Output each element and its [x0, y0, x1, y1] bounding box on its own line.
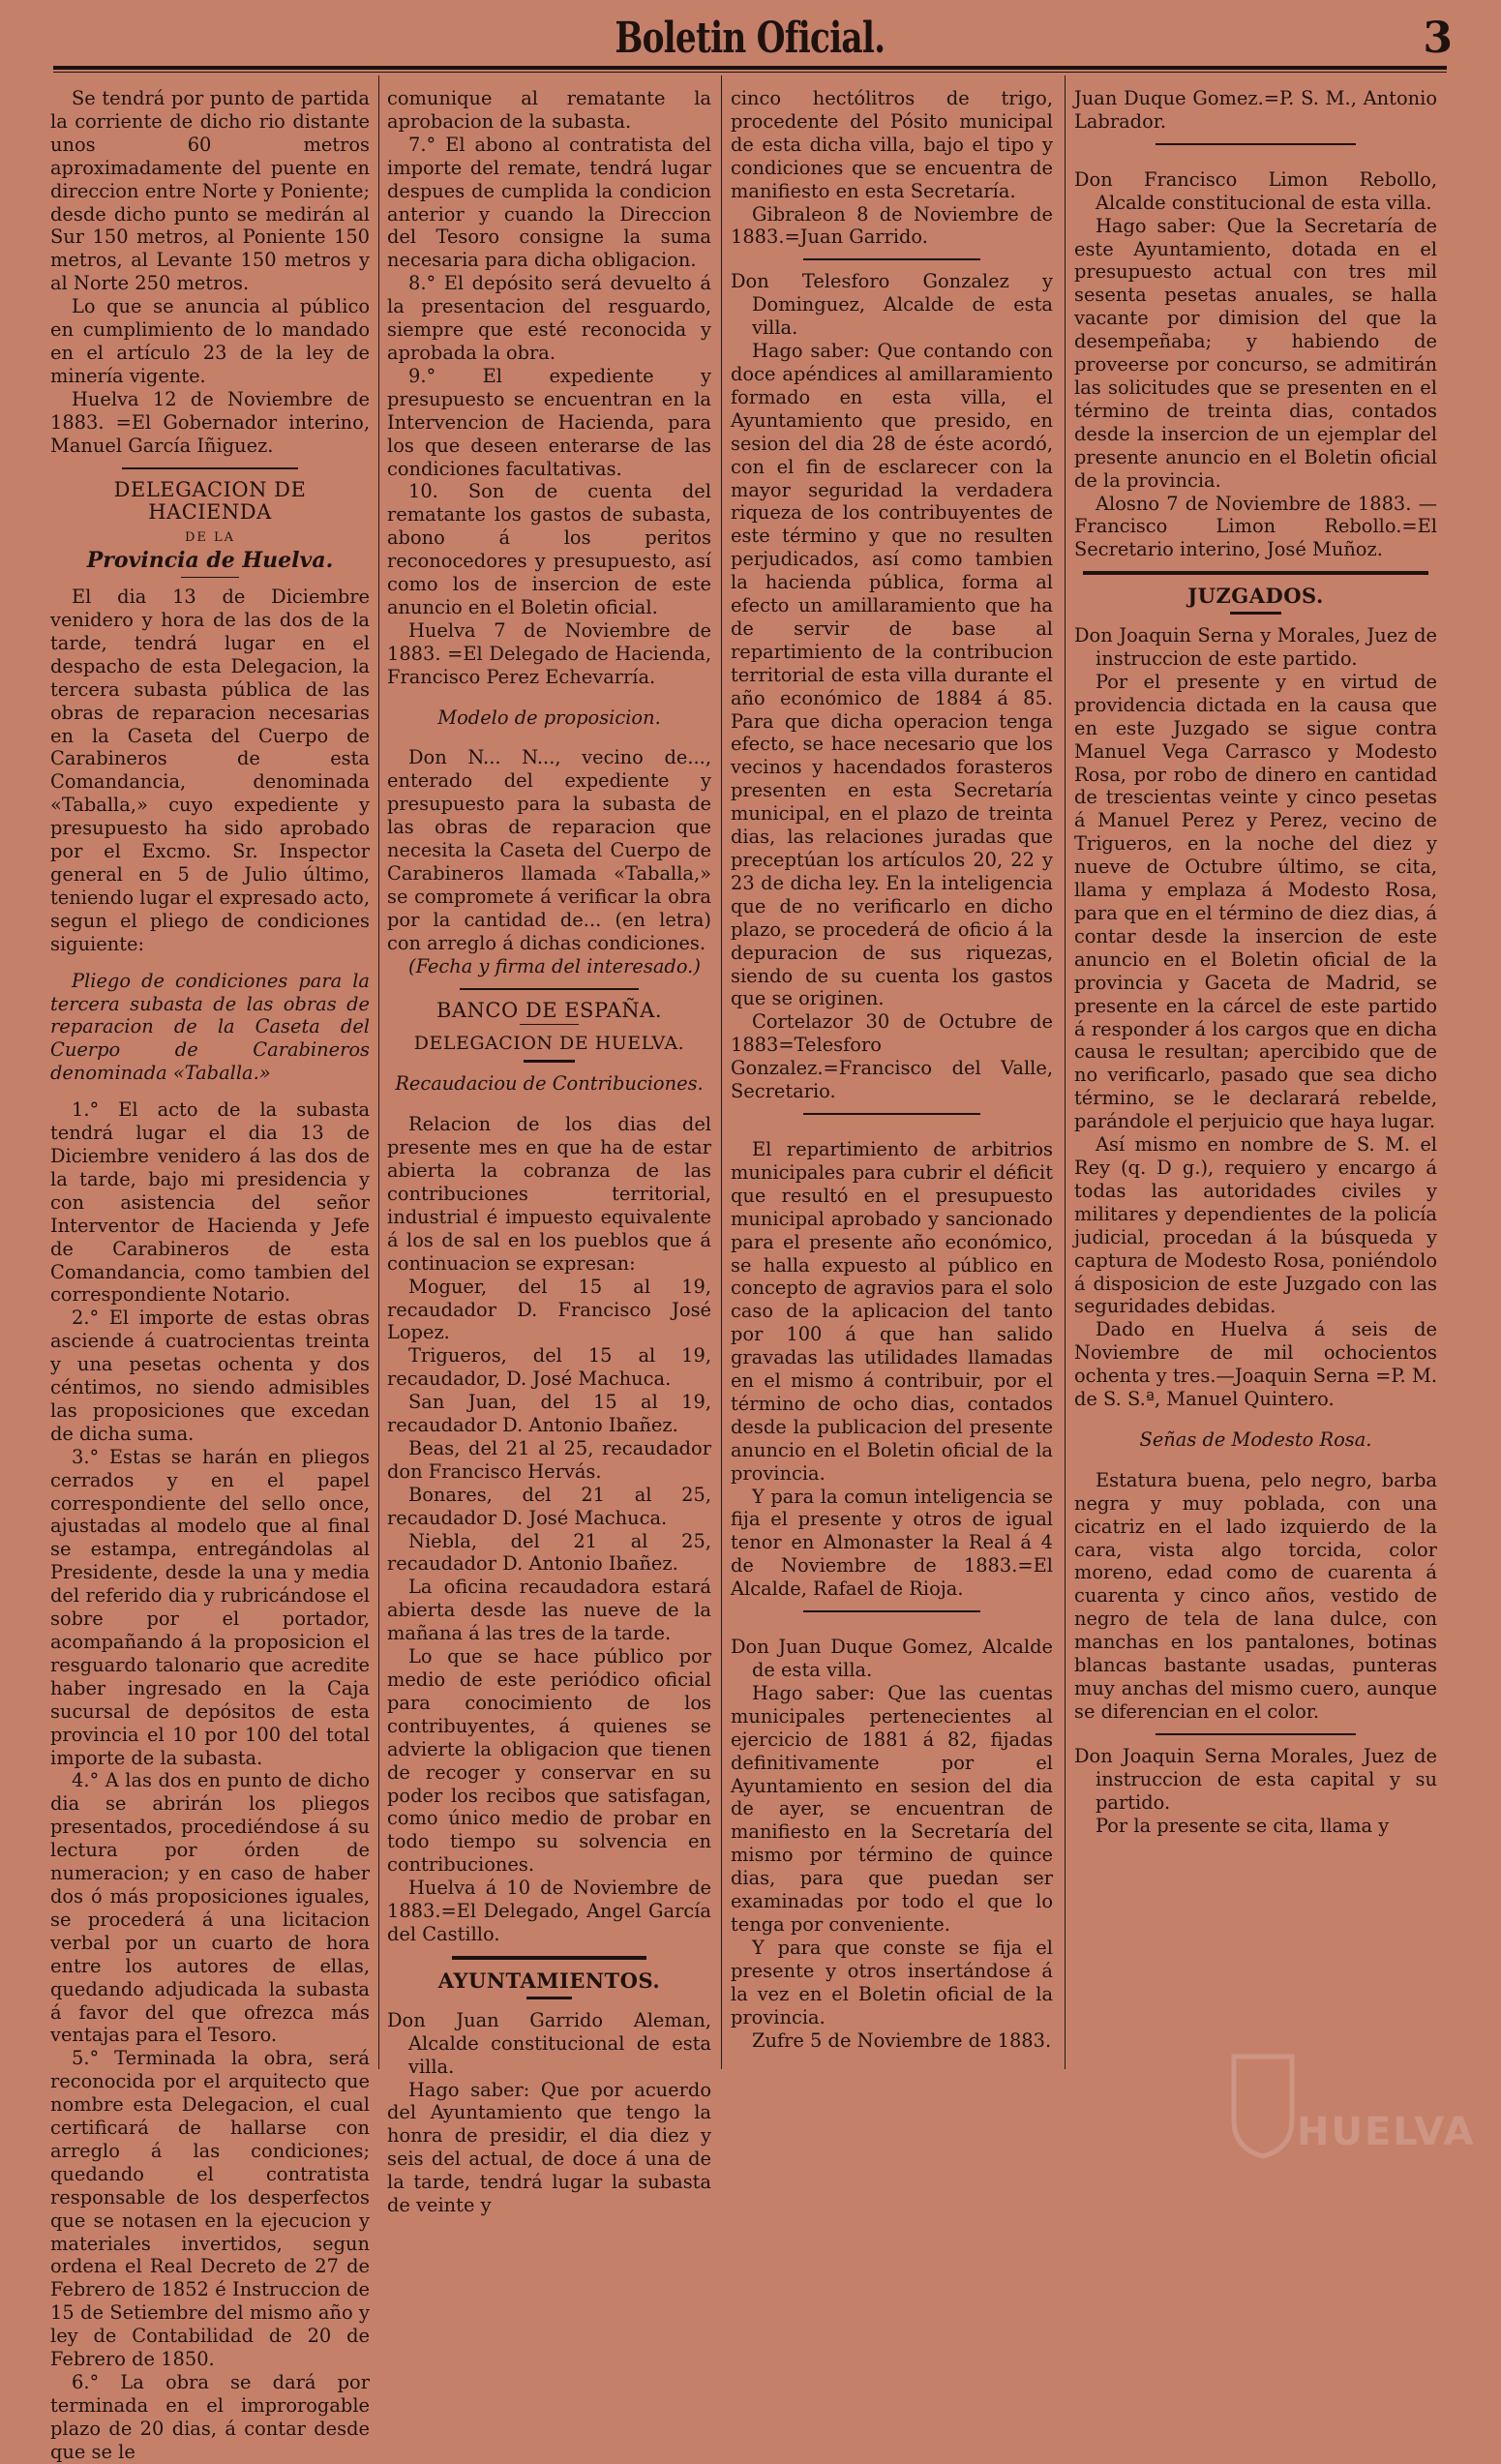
paragraph: cinco hectólitros de trigo, procedente del Pósito municipal de esta dicha villa, bajo el tipo y condiciones que se encuentra de manifiesto en esta Secretaría.: [731, 87, 1053, 202]
list-item: San Juan, del 15 al 19, recaudador D. Antonio Ibañez.: [387, 1391, 711, 1437]
paragraph: Se tendrá por punto de partida la corriente de dicho rio distante unos 60 metros aproximadamente del puente en direccion entre Norte y Poniente; desde dicho punto se medirán al Sur 150 metros, al Poniente 150 metros, al Levante 150 metros y al Norte 250 metros.: [50, 87, 370, 295]
list-item: Niebla, del 21 al 25, recaudador D. Antonio Ibañez.: [387, 1529, 711, 1576]
paragraph: Por el presente y en virtud de providencia dictada en la causa que en este Juzgado se sigue contra Manuel Vega Carrasco y Modesto Rosa, por robo de dinero en cantidad de trescientas veinte y cinco pesetas á Manuel Perez y Perez, vecino de Trigueros, en la noche del diez y nueve de Octubre último, se cita, llama y emplaza á Modesto Rosa, para que en el término de diez dias, á contar desde la insercion de este anuncio en el Boletin oficial de la provincia y Gaceta de Madrid, se presente en la cárcel de este partido á responder á los cargos que en dicha causa le resultan; apercibido que de no verificarlo, pasado que sea dicho término, se le declarará rebelde, parándole el perjuicio que haya lugar.: [1074, 670, 1437, 1133]
paragraph: Hago saber: Que la Secretaría de este Ayuntamiento, dotada en el presupuesto actual con tres mil sesenta pesetas anuales, se halla vacante por dimision del que la desempeñaba; y habiendo de proveerse por concurso, se admitirán las solicitudes que se presenten en el término de treinta dias, contados desde la insercion de un ejemplar del presente anuncio en el Boletin oficial de la provincia.: [1074, 214, 1437, 492]
section-province: Provincia de Huelva.: [86, 548, 334, 574]
notice-heading: Don Juan Duque Gomez, Alcalde de esta villa.: [731, 1636, 1053, 1681]
signature: Huelva 12 de Noviembre de 1883. =El Gobernador interino, Manuel García Iñiguez.: [50, 387, 370, 457]
header-rule: [53, 66, 1447, 70]
fecha-line: (Fecha y firma del interesado.): [408, 954, 701, 977]
notice-heading: Don Juan Garrido Aleman, Alcalde constitucional de esta villa.: [387, 2008, 711, 2078]
condition-10: 10. Son de cuenta del rematante los gastos de subasta, abono á los peritos reconocedores y presupuesto, así como los de insercion de este anuncio en el Boletin oficial.: [387, 480, 711, 618]
column-3: [731, 87, 1053, 2071]
paragraph: Lo que se hace público por medio de este periódico oficial para conocimiento de los contribuyentes, á quienes se advierte la obligacion que tienen de recoger y conservar en su poder los recibos que satisfagan, como único medio de probar en todo tiempo su solvencia en contribuciones.: [387, 1645, 711, 1877]
paragraph: Relacion de los dias del presente mes en que ha de estar abierta la cobranza de las contribuciones territorial, industrial é impuesto equivalente á los de sal en los pueblos que á continuacion se expresan:: [387, 1113, 711, 1275]
signature: Dado en Huelva á seis de Noviembre de mil ochocientos ochenta y tres.—Joaquin Serna =P. M. de S. S.ª, Manuel Quintero.: [1074, 1318, 1437, 1411]
list-item: Bonares, del 21 al 25, recaudador D. José Machuca.: [387, 1483, 711, 1529]
archive-watermark: [1229, 2052, 1476, 2168]
senas-heading: Señas de Modesto Rosa.: [1139, 1427, 1372, 1451]
paragraph: Don N... N..., vecino de..., enterado del expediente y presupuesto para la subasta de las obras de reparacion que necesita la Caseta del Cuerpo de Carabineros llamada «Taballa,» se compromete á verificar la obra por la cantidad de... (en letra) con arreglo á dichas condiciones.: [387, 746, 711, 954]
signature: Huelva 7 de Noviembre de 1883. =El Delegado de Hacienda, Francisco Perez Echevarría.: [387, 618, 711, 688]
paragraph: Hago saber: Que contando con doce apéndices al amillaramiento formado en esta villa, el Ayuntamiento que presido, en sesion del dia 28 de éste acordó, con el fin de esclarecer con la mayor seguridad la verdadera riqueza de los contribuyentes de este término y que no resulten perjudicados, así como tambien la hacienda pública, forma al efecto un amillaramiento que ha de servir de base al repartimiento de la contribucion territorial de esta villa durante el año económico de 1884 á 85. Para que dicha operacion tenga efecto, se hace necesario que los vecinos y hacendados forasteros presenten en esta Secretaría municipal, en el plazo de treinta dias, las relaciones juradas que preceptúan los artículos 20, 22 y 23 de dicha ley. En la inteligencia que de no verificarlo en dicho plazo, se procederá de oficio á la depuracion de sus riquezas, siendo de su cuenta los gastos que se originen.: [731, 340, 1053, 1010]
paragraph: Y para que conste se fija el presente y otros insertándose á la vez en el Boletin oficial de la provincia.: [731, 1936, 1053, 2028]
modelo-heading: Modelo de proposicion.: [437, 706, 661, 729]
condition-5: 5.° Terminada la obra, será reconocida por el arquitecto que nombre esta Delegacion, el cual certificará de hallarse con arreglo á las condiciones; quedando el contratista responsable de los desperfectos que se notasen en la ejecucion y materiales invertidos, segun ordena el Real Decreto de 27 de Febrero de 1852 é Instruccion de 15 de Setiembre del mismo año y ley de Contabilidad de 20 de Febrero de 1850.: [50, 2047, 370, 2371]
notice-heading: Don Francisco Limon Rebollo, Alcalde constitucional de esta villa.: [1074, 167, 1437, 214]
section-rule: [1230, 612, 1281, 615]
section-rule: [122, 467, 298, 469]
section-subheading: DE LA: [184, 530, 236, 546]
paragraph: Estatura buena, pelo negro, barba negra y muy poblada, con una cicatriz en el lado izquierdo de la cara, vista algo torcida, color moreno, edad como de cuarenta á cuarenta y cinco años, vestido de negro de tela de lana dulce, con manchas en los pantalones, botinas blancas bastante usadas, punteras muy anchas del mismo cuero, aunque se diferencian en el color.: [1074, 1468, 1437, 1723]
signature: Cortelazor 30 de Octubre de 1883=Telesforo Gonzalez.=Francisco del Valle, Secretario.: [731, 1010, 1053, 1103]
condition-7: 7.° El abono al contratista del importe del remate, tendrá lugar despues de cumplida la condicion anterior y cuando la Direccion del Tesoro consigne la suma necesaria para dicha obligacion.: [387, 133, 711, 272]
notice-heading: Don Joaquin Serna Morales, Juez de instruccion de esta capital y su partido.: [1074, 1744, 1437, 1814]
signature: Huelva á 10 de Noviembre de 1883.=El Delegado, Angel García del Castillo.: [387, 1877, 711, 1945]
section-subheading: DELEGACION DE HUELVA.: [413, 1033, 685, 1055]
condition-3: 3.° Estas se harán en pliegos cerrados y en el papel correspondiente del sello once, ajustadas al modelo que al final se estampa, entregándolas al Presidente, desde la una y media del referido dia y rubricándose el sobre por el portador, acompañando á la proposicion el resguardo talonario que acredite haber ingresado en la Caja sucursal de depósitos de esta provincia el 10 por 100 del total importe de la subasta.: [50, 1445, 370, 1769]
paragraph: Lo que se anuncia al público en cumplimiento de lo mandado en el artículo 23 de la ley de minería vigente.: [50, 295, 370, 387]
column-divider: [378, 75, 379, 2069]
section-heading: BANCO DE ESPAÑA.: [435, 998, 663, 1022]
masthead: [53, 12, 1453, 66]
condition-8: 8.° El depósito será devuelto á la presentacion del resguardo, siempre que esté reconocida y aprobada la obra.: [387, 272, 711, 364]
list-item: Beas, del 21 al 25, recaudador don Francisco Hervás.: [387, 1436, 711, 1483]
section-rule: [1156, 1733, 1355, 1735]
paragraph: Hago saber: Que las cuentas municipales pertenecientes al ejercicio de 1881 á 82, fijadas definitivamente por el Ayuntamiento en sesion del dia de ayer, se encuentran de manifiesto en la Secretaría del mismo por término de quince dias, para que puedan ser examinadas por todo el que lo tenga por conveniente.: [731, 1681, 1053, 1936]
section-rule: [460, 988, 638, 990]
signature: Zufre 5 de Noviembre de 1883.: [752, 2028, 1052, 2052]
watermark-text: HUELVA: [1297, 2110, 1476, 2154]
signature: Juan Duque Gomez.=P. S. M., Antonio Labrador.: [1074, 87, 1437, 133]
paragraph: Por la presente se cita, llama y: [1096, 1814, 1390, 1837]
condition-1: 1.° El acto de la subasta tendrá lugar el dia 13 de Diciembre venidero á las dos de la tarde, bajo mi presidencia y con asistencia del señor Interventor de Hacienda y Jefe de Carabineros de esta Comandancia, como tambien del correspondiente Notario.: [50, 1098, 370, 1307]
section-rule: [452, 1956, 646, 1960]
condition-9: 9.° El expediente y presupuesto se encuentran en la Intervencion de Hacienda, para los que deseen enterarse de las condiciones facultativas.: [387, 364, 711, 480]
section-rule: [1156, 143, 1355, 145]
notice-heading: Don Joaquin Serna y Morales, Juez de instruccion de este partido.: [1074, 624, 1437, 671]
section-heading: DELEGACION DE HACIENDA: [113, 477, 307, 525]
section-heading: JUZGADOS.: [1187, 584, 1324, 609]
section-subheading: Recaudaciou de Contribuciones.: [395, 1072, 704, 1096]
page-number: 3: [1423, 14, 1453, 63]
pliego-title: Pliego de condiciones para la tercera subasta de las obras de reparacion de la Caseta del Cuerpo de Carabineros denominada «Taballa.»: [50, 969, 370, 1085]
notice-heading: Don Telesforo Gonzalez y Dominguez, Alcalde de esta villa.: [731, 270, 1053, 340]
column-1: [50, 87, 370, 2463]
condition-2: 2.° El importe de estas obras asciende á cuatrocientas treinta y una pesetas ochenta y dos céntimos, no siendo admisibles las proposiciones que excedan de dicha suma.: [50, 1307, 370, 1445]
header-rule-thin: [53, 72, 1447, 73]
paragraph: Así mismo en nombre de S. M. el Rey (q. D g.), requiero y encargo á todas las autoridades civiles y militares y dependientes de la policía judicial, procedan á la búsqueda y captura de Modesto Rosa, poniéndolo á disposicion de este Juzgado con las seguridades debidas.: [1074, 1133, 1437, 1318]
column-divider: [1065, 75, 1066, 2069]
section-heading: AYUNTAMIENTOS.: [437, 1968, 661, 1993]
paragraph: Y para la comun inteligencia se fija el presente y otros de igual tenor en Almonaster la Real á 4 de Noviembre de 1883.=El Alcalde, Rafael de Rioja.: [731, 1485, 1053, 1601]
paragraph: El dia 13 de Diciembre venidero y hora de las dos de la tarde, tendrá lugar en el despacho de esta Delegacion, la tercera subasta pública de las obras de reparacion necesarias en la Caseta del Cuerpo de Carabineros de esta Comandancia, denominada «Taballa,» cuyo expediente y presupuesto ha sido aprobado por el Excmo. Sr. Inspector general en 5 de Julio último, teniendo lugar el expresado acto, segun el pliego de condiciones siguiente:: [50, 586, 370, 955]
list-item: Moguer, del 15 al 19, recaudador D. Francisco José Lopez.: [387, 1275, 711, 1344]
column-2: [387, 87, 711, 2217]
signature: Alosno 7 de Noviembre de 1883. —Francisco Limon Rebollo.=El Secretario interino, José Muñoz.: [1074, 492, 1437, 561]
column-4: [1074, 87, 1437, 2071]
section-rule: [803, 1610, 980, 1612]
signature: Gibraleon 8 de Noviembre de 1883.=Juan Garrido.: [731, 202, 1053, 249]
section-rule: [181, 577, 238, 578]
section-rule: [520, 1024, 578, 1025]
condition-6: 6.° La obra se dará por terminada en el improrogable plazo de 20 dias, á contar desde que se le: [50, 2371, 370, 2463]
paragraph: Hago saber: Que por acuerdo del Ayuntamiento que tengo la honra de presidir, el dia diez y seis del actual, de doce á una de la tarde, tendrá lugar la subasta de veinte y: [387, 2078, 711, 2217]
section-rule: [803, 1113, 980, 1115]
paragraph: El repartimiento de arbitrios municipales para cubrir el déficit que resultó en el presupuesto municipal aprobado y sancionado para el presente año económico, se halla expuesto al público en concepto de agravios para el solo caso de la aplicacion del tanto por 100 á que han salido gravadas las utilidades llamadas en el mismo á contribuir, por el término de ocho dias, contados desde la publicacion del presente anuncio en el Boletin oficial de la provincia.: [731, 1137, 1053, 1485]
paragraph: La oficina recaudadora estará abierta desde las nueve de la mañana á las tres de la tarde.: [387, 1576, 711, 1645]
section-rule: [803, 258, 980, 260]
list-item: Trigueros, del 15 al 19, recaudador, D. José Machuca.: [387, 1344, 711, 1391]
condition-4: 4.° A las dos en punto de dicho dia se abrirán los pliegos presentados, procediéndose á su lectura por órden de numeracion; y en caso de haber dos ó más proposiciones iguales, se procederá á una licitacion verbal por un cuarto de hora entre los autores de ellas, quedando adjudicada la subasta á favor del que ofrezca más ventajas para el Tesoro.: [50, 1769, 370, 2047]
newspaper-title: Boletin Oficial.: [615, 14, 886, 63]
section-rule: [524, 1060, 576, 1063]
paragraph: comunique al rematante la aprobacion de la subasta.: [387, 87, 711, 133]
section-rule: [1083, 571, 1427, 575]
column-divider: [721, 75, 722, 2069]
shield-icon: [1229, 2052, 1297, 2158]
section-rule: [526, 1997, 572, 1999]
